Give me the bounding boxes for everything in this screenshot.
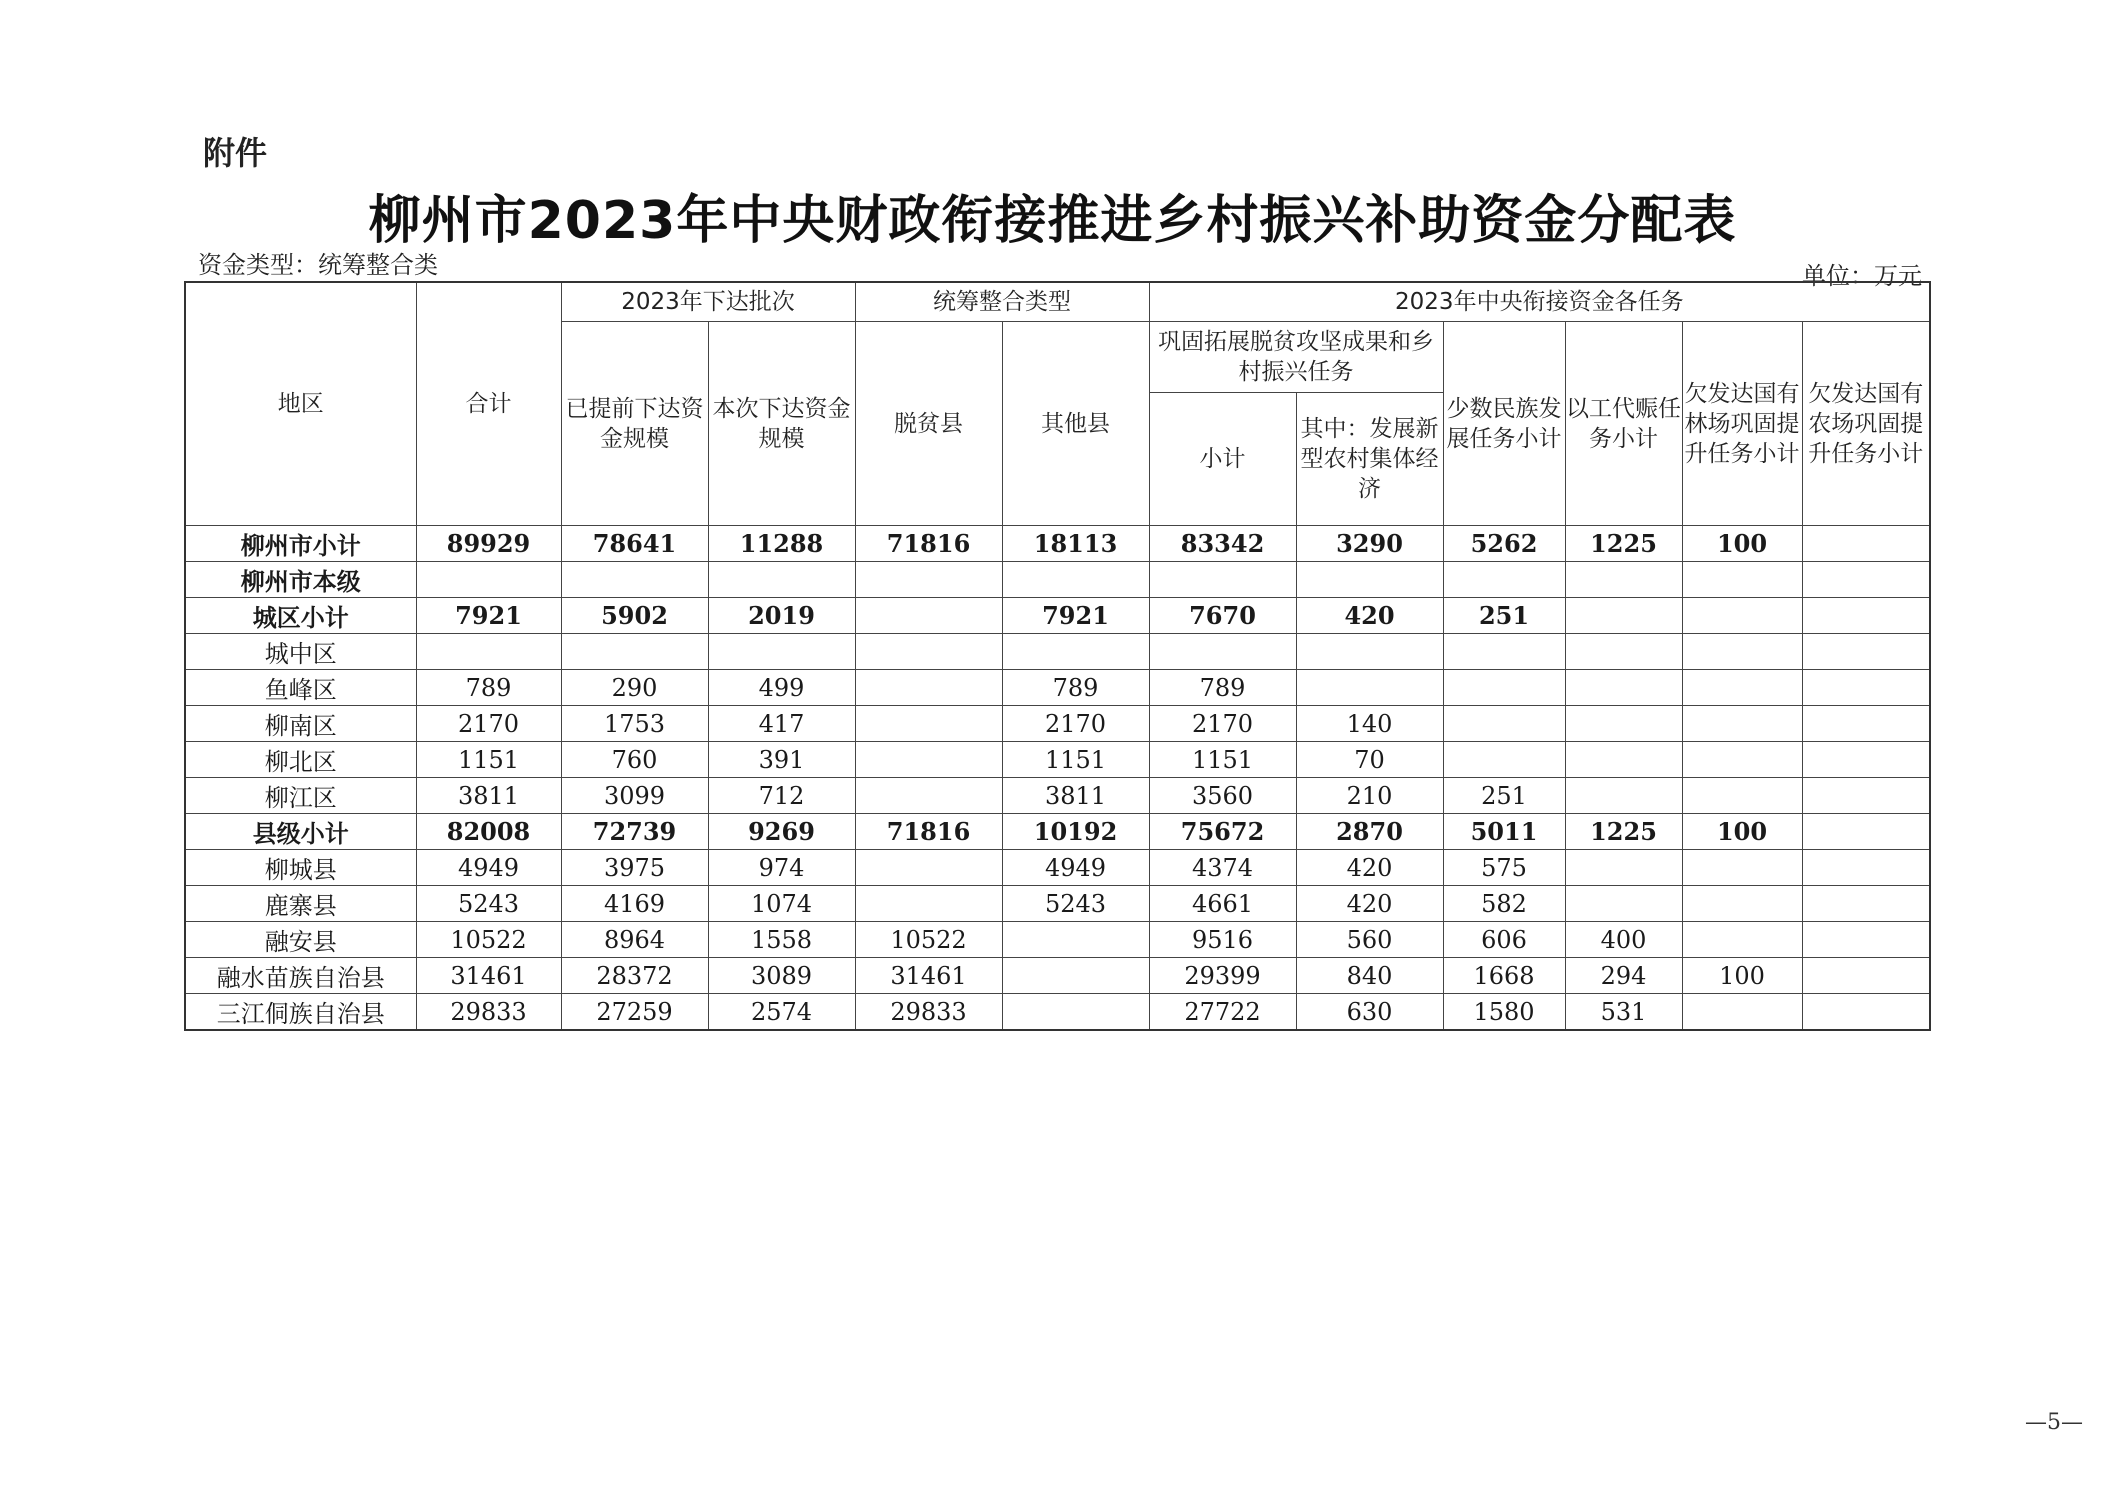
- cell-value: 974: [708, 850, 855, 886]
- cell-value: [1682, 634, 1802, 670]
- header-consolidate-group: 巩固拓展脱贫攻坚成果和乡村振兴任务: [1149, 322, 1443, 393]
- cell-value: 1753: [561, 706, 708, 742]
- cell-value: [1802, 526, 1930, 562]
- cell-value: [855, 886, 1002, 922]
- header-agri-farm: 欠发达国有农场巩固提升任务小计: [1802, 322, 1930, 526]
- cell-value: 72739: [561, 814, 708, 850]
- cell-region: 县级小计: [185, 814, 416, 850]
- cell-value: 5262: [1443, 526, 1565, 562]
- cell-value: 560: [1296, 922, 1443, 958]
- page-title: 柳州市2023年中央财政衔接推进乡村振兴补助资金分配表: [368, 191, 1737, 251]
- cell-value: [708, 562, 855, 598]
- cell-value: 420: [1296, 886, 1443, 922]
- cell-value: [1565, 850, 1682, 886]
- cell-value: 18113: [1002, 526, 1149, 562]
- table-row: [185, 994, 1930, 1031]
- cell-value: 8964: [561, 922, 708, 958]
- cell-region: 柳北区: [185, 742, 416, 778]
- cell-value: [1443, 706, 1565, 742]
- cell-value: [1565, 634, 1682, 670]
- cell-region: 柳城县: [185, 850, 416, 886]
- cell-value: 83342: [1149, 526, 1296, 562]
- header-batch-curr: 本次下达资金规模: [708, 322, 855, 526]
- cell-value: [1682, 742, 1802, 778]
- cell-value: [1002, 634, 1149, 670]
- cell-value: 2170: [1149, 706, 1296, 742]
- cell-value: [1443, 670, 1565, 706]
- header-work-relief: 以工代赈任务小计: [1565, 322, 1682, 526]
- cell-value: 28372: [561, 958, 708, 994]
- table-row: [185, 526, 1930, 562]
- cell-value: 4374: [1149, 850, 1296, 886]
- cell-value: 606: [1443, 922, 1565, 958]
- cell-value: 251: [1443, 598, 1565, 634]
- cell-value: 1151: [416, 742, 561, 778]
- header-batch-prev: 已提前下达资金规模: [561, 322, 708, 526]
- cell-value: 1151: [1002, 742, 1149, 778]
- cell-value: 789: [416, 670, 561, 706]
- cell-value: 2170: [416, 706, 561, 742]
- cell-value: [1002, 922, 1149, 958]
- cell-value: 251: [1443, 778, 1565, 814]
- cell-value: 78641: [561, 526, 708, 562]
- header-other-county: 其他县: [1002, 322, 1149, 526]
- cell-value: [1802, 670, 1930, 706]
- cell-value: 89929: [416, 526, 561, 562]
- cell-value: [1149, 634, 1296, 670]
- cell-value: 5243: [1002, 886, 1149, 922]
- cell-value: 420: [1296, 850, 1443, 886]
- cell-value: 100: [1682, 814, 1802, 850]
- cell-value: [1802, 634, 1930, 670]
- cell-value: [1802, 562, 1930, 598]
- cell-value: [1443, 634, 1565, 670]
- cell-region: 融安县: [185, 922, 416, 958]
- cell-value: 760: [561, 742, 708, 778]
- cell-value: 29833: [855, 994, 1002, 1031]
- table-row: [185, 850, 1930, 886]
- cell-value: 499: [708, 670, 855, 706]
- cell-value: [1802, 706, 1930, 742]
- cell-value: 1074: [708, 886, 855, 922]
- header-consolidate-subtotal: 小计: [1149, 393, 1296, 526]
- cell-value: 7921: [416, 598, 561, 634]
- attachment-label: 附件: [203, 134, 268, 172]
- cell-value: 31461: [416, 958, 561, 994]
- table-row: [185, 922, 1930, 958]
- cell-value: [708, 634, 855, 670]
- cell-value: 630: [1296, 994, 1443, 1031]
- cell-value: [1565, 742, 1682, 778]
- cell-value: 3811: [1002, 778, 1149, 814]
- cell-value: [1802, 886, 1930, 922]
- cell-value: 4949: [1002, 850, 1149, 886]
- cell-value: 31461: [855, 958, 1002, 994]
- header-integration-group: 统筹整合类型: [855, 282, 1149, 322]
- cell-value: 4661: [1149, 886, 1296, 922]
- cell-region: 三江侗族自治县: [185, 994, 416, 1031]
- cell-value: [1682, 562, 1802, 598]
- cell-value: 400: [1565, 922, 1682, 958]
- cell-value: [1802, 742, 1930, 778]
- header-batch-group: 2023年下达批次: [561, 282, 855, 322]
- cell-value: 712: [708, 778, 855, 814]
- table-row: [185, 634, 1930, 670]
- header-collective-economy: 其中：发展新型农村集体经济: [1296, 393, 1443, 526]
- cell-value: 294: [1565, 958, 1682, 994]
- cell-value: 10522: [416, 922, 561, 958]
- cell-value: 417: [708, 706, 855, 742]
- cell-value: 11288: [708, 526, 855, 562]
- table-row: [185, 706, 1930, 742]
- cell-value: 3811: [416, 778, 561, 814]
- cell-value: 3099: [561, 778, 708, 814]
- cell-value: [855, 670, 1002, 706]
- cell-value: [1565, 670, 1682, 706]
- cell-value: [1802, 850, 1930, 886]
- cell-region: 城区小计: [185, 598, 416, 634]
- cell-value: 1580: [1443, 994, 1565, 1031]
- cell-value: 420: [1296, 598, 1443, 634]
- cell-region: 柳州市本级: [185, 562, 416, 598]
- cell-value: [1443, 562, 1565, 598]
- cell-value: [1565, 778, 1682, 814]
- cell-value: [855, 742, 1002, 778]
- cell-value: [1682, 706, 1802, 742]
- table-row: [185, 886, 1930, 922]
- cell-value: [561, 634, 708, 670]
- cell-value: [1682, 670, 1802, 706]
- cell-region: 融水苗族自治县: [185, 958, 416, 994]
- cell-region: 鱼峰区: [185, 670, 416, 706]
- cell-value: 2870: [1296, 814, 1443, 850]
- cell-value: [1802, 814, 1930, 850]
- cell-value: [1682, 886, 1802, 922]
- cell-value: 75672: [1149, 814, 1296, 850]
- cell-value: [1802, 778, 1930, 814]
- cell-value: [1682, 922, 1802, 958]
- cell-value: 3089: [708, 958, 855, 994]
- cell-value: [1565, 562, 1682, 598]
- cell-value: 71816: [855, 526, 1002, 562]
- cell-value: 82008: [416, 814, 561, 850]
- cell-value: 9269: [708, 814, 855, 850]
- cell-value: 840: [1296, 958, 1443, 994]
- cell-value: 4949: [416, 850, 561, 886]
- cell-value: 100: [1682, 526, 1802, 562]
- cell-value: [855, 562, 1002, 598]
- cell-value: 290: [561, 670, 708, 706]
- cell-value: 5902: [561, 598, 708, 634]
- cell-value: [416, 634, 561, 670]
- cell-value: [855, 850, 1002, 886]
- cell-value: [1802, 958, 1930, 994]
- cell-value: [1002, 562, 1149, 598]
- cell-value: 3560: [1149, 778, 1296, 814]
- cell-value: [1565, 886, 1682, 922]
- cell-value: 71816: [855, 814, 1002, 850]
- cell-value: [855, 778, 1002, 814]
- cell-region: 城中区: [185, 634, 416, 670]
- cell-value: 582: [1443, 886, 1565, 922]
- cell-value: [1002, 958, 1149, 994]
- cell-value: 5243: [416, 886, 561, 922]
- table-row: [185, 562, 1930, 598]
- cell-value: 10192: [1002, 814, 1149, 850]
- header-task-group: 2023年中央衔接资金各任务: [1149, 282, 1930, 322]
- cell-value: [1802, 598, 1930, 634]
- cell-value: [1682, 598, 1802, 634]
- cell-region: 柳州市小计: [185, 526, 416, 562]
- cell-value: [1296, 562, 1443, 598]
- cell-value: [1802, 994, 1930, 1031]
- cell-region: 柳江区: [185, 778, 416, 814]
- cell-value: 531: [1565, 994, 1682, 1031]
- cell-value: 1151: [1149, 742, 1296, 778]
- cell-value: 789: [1149, 670, 1296, 706]
- cell-value: 9516: [1149, 922, 1296, 958]
- cell-value: [1565, 706, 1682, 742]
- table-row: [185, 778, 1930, 814]
- cell-value: 27722: [1149, 994, 1296, 1031]
- cell-value: [855, 598, 1002, 634]
- cell-value: [1682, 850, 1802, 886]
- cell-region: 鹿寨县: [185, 886, 416, 922]
- cell-value: 3975: [561, 850, 708, 886]
- cell-value: [416, 562, 561, 598]
- cell-value: 2019: [708, 598, 855, 634]
- page-number: —5—: [2025, 1410, 2083, 1435]
- cell-value: 7921: [1002, 598, 1149, 634]
- cell-value: [1682, 994, 1802, 1031]
- cell-value: 1668: [1443, 958, 1565, 994]
- cell-value: 4169: [561, 886, 708, 922]
- cell-value: 29833: [416, 994, 561, 1031]
- cell-value: [1149, 562, 1296, 598]
- cell-value: 7670: [1149, 598, 1296, 634]
- cell-value: [1802, 922, 1930, 958]
- table-row: [185, 670, 1930, 706]
- cell-value: [1002, 994, 1149, 1031]
- cell-value: [855, 706, 1002, 742]
- header-minority: 少数民族发展任务小计: [1443, 322, 1565, 526]
- fund-type-label: 资金类型：统筹整合类: [198, 251, 438, 279]
- cell-value: 27259: [561, 994, 708, 1031]
- cell-value: 100: [1682, 958, 1802, 994]
- cell-value: 789: [1002, 670, 1149, 706]
- cell-value: 29399: [1149, 958, 1296, 994]
- cell-value: 210: [1296, 778, 1443, 814]
- cell-value: [1565, 598, 1682, 634]
- allocation-table: [184, 281, 1931, 1031]
- cell-value: 3290: [1296, 526, 1443, 562]
- header-total: 合计: [416, 282, 561, 526]
- header-poverty-county: 脱贫县: [855, 322, 1002, 526]
- table-row: [185, 814, 1930, 850]
- header-forest-farm: 欠发达国有林场巩固提升任务小计: [1682, 322, 1802, 526]
- cell-value: [561, 562, 708, 598]
- header-region: 地区: [185, 282, 416, 526]
- cell-value: [1296, 670, 1443, 706]
- cell-value: 575: [1443, 850, 1565, 886]
- unit-label: 单位：万元: [1802, 262, 1922, 290]
- table-body: [185, 526, 1930, 1031]
- cell-value: 1558: [708, 922, 855, 958]
- cell-value: [1443, 742, 1565, 778]
- cell-value: 10522: [855, 922, 1002, 958]
- cell-value: 70: [1296, 742, 1443, 778]
- table-row: [185, 742, 1930, 778]
- table-row: [185, 598, 1930, 634]
- cell-value: 391: [708, 742, 855, 778]
- table-row: [185, 958, 1930, 994]
- cell-value: [1682, 778, 1802, 814]
- cell-value: [1296, 634, 1443, 670]
- cell-value: 5011: [1443, 814, 1565, 850]
- cell-value: 1225: [1565, 526, 1682, 562]
- cell-value: 140: [1296, 706, 1443, 742]
- cell-value: 2574: [708, 994, 855, 1031]
- cell-value: [855, 634, 1002, 670]
- cell-region: 柳南区: [185, 706, 416, 742]
- cell-value: 1225: [1565, 814, 1682, 850]
- cell-value: 2170: [1002, 706, 1149, 742]
